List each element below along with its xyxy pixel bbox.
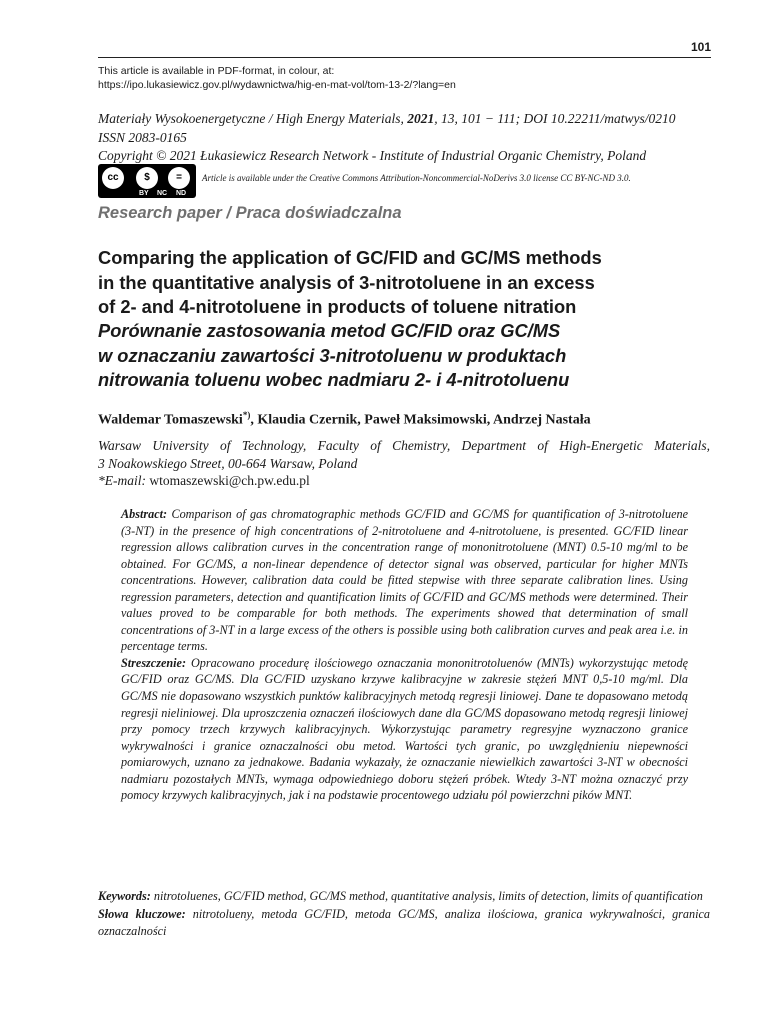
slowa-kluczowe-paragraph xyxy=(98,906,710,941)
abstract-text: Comparison of gas chromatographic methods GC/FID and GC/MS for quantification of 3-nitrotoluene (3-NT) in the presence of high concentrations of 2-nitrotoluene and 4-nitrotoluene, is presented. GC/FID linear regression allows calibration curves in the concentration range of mononitrotoluene (MNT) 0.5-10 mg/ml to be obtained. For GC/MS, a non-linear dependence of detector signal was observed, particular for higher MNTs concentrations. However, calibration data could be fitted stepwise with three separate calibration lines. Using regression parameters, detection and quantification limits of GC/FID and GC/MS methods were determined. Their values proved to be comparable for both methods. The experiments showed that determination of small concentrations of 3-NT in a large excess of the others is possible using both calibration curves and peak area i.e. in percentage terms. xyxy=(121,507,688,654)
header-rule xyxy=(98,57,711,58)
noncommercial-icon: $ xyxy=(136,167,158,189)
badge-by-label: BY xyxy=(139,190,149,197)
journal-issn: ISSN 2083-0165 xyxy=(98,129,187,145)
badge-nd-label: ND xyxy=(176,190,187,197)
keywords-block xyxy=(98,888,710,941)
cc-logo-icon: cc xyxy=(102,167,124,189)
slowa-kluczowe-text: nitrotolueny, metoda GC/FID, metoda GC/MS, analiza ilościowa, granica wykrywalności, granica oznaczalności xyxy=(98,906,710,938)
keywords-paragraph xyxy=(98,888,710,906)
title-line: nitrowania toluenu wobec nadmiaru 2- i 4-nitrotoluenu xyxy=(98,369,570,390)
journal-metadata xyxy=(98,110,718,166)
title-polish xyxy=(98,319,718,393)
page-number: 101 xyxy=(690,40,711,54)
abstract-block xyxy=(121,506,688,804)
abstract-paragraph xyxy=(121,506,688,655)
email-label: *E-mail: xyxy=(98,473,150,488)
title-english xyxy=(98,246,718,320)
journal-name: Materiały Wysokoenergetyczne / High Energy Materials, xyxy=(98,111,408,126)
keywords-text: nitrotoluenes, GC/FID method, GC/MS method, quantitative analysis, limits of detection, limits of quantification xyxy=(150,889,703,903)
affiliation-address: 3 Noakowskiego Street, 00-664 Warsaw, Poland xyxy=(98,456,358,471)
availability-note xyxy=(98,65,456,92)
availability-text: This article is available in PDF-format, in colour, at: xyxy=(98,65,335,77)
badge-nc-label: NC xyxy=(157,190,168,197)
affiliation-line: Warsaw University of Technology, Faculty of Chemistry, Department of High-Energetic Materials, xyxy=(98,438,710,453)
title-line: w oznaczaniu zawartości 3-nitrotoluenu w produktach xyxy=(98,344,567,366)
affiliation xyxy=(98,437,710,473)
keywords-label: Keywords: xyxy=(98,889,151,903)
cc-by-nc-nd-badge-icon[interactable] xyxy=(98,164,196,198)
authors xyxy=(98,410,718,429)
streszczenie-paragraph xyxy=(121,655,688,804)
streszczenie-label: Streszczenie: xyxy=(121,655,186,670)
slowa-kluczowe-label: Słowa kluczowe: xyxy=(98,906,186,921)
title-line: of 2- and 4-nitrotoluene in products of toluene nitration xyxy=(98,296,577,317)
corresponding-mark: *) xyxy=(242,410,251,420)
abstract-label: Abstract: xyxy=(121,507,168,521)
streszczenie-text: Opracowano procedurę ilościowego oznaczania mononitrotoluenów (MNTs) wykorzystując metodę GC/FID oraz GC/MS. Dla GC/FID uzyskano krzywe kalibracyjne w zakresie stężeń MNT 0,5-10 mg/ml. Dla GC/MS nie dopasowano wszystkich punktów kalibracyjnych metodą regresji liniowej. Dane te dopasowano metodą regresji nieliniowej. Dla uproszczenia oznaczeń ilościowych dane dla GC/MS dopasowano metodą regresji liniowej przy pomocy trzech krzywych kalibracyjnych. Wykorzystując parametry regresyjne wyznaczono granice wykrywalności i granice oznaczalności obu metod. Wartości tych granic, po uwzględnieniu niepewności pomiarowych, uznano za jednakowe. Badania wykazały, że oznaczanie niewielkich zawartości 3-NT w obecności nadmiaru pozostałych MNTs, wymaga odpowiedniego doboru stężeń próbek. Wtedy 3-NT można oznaczyć przy pomocy krzywych kalibracyjnych, jak i na podstawie procentowego udziału pól powierzchni pików MNT. xyxy=(121,655,688,803)
title-line: in the quantitative analysis of 3-nitrotoluene in an excess xyxy=(98,271,595,293)
email-address[interactable]: wtomaszewski@ch.pw.edu.pl xyxy=(149,473,310,488)
author-corresponding: Waldemar Tomaszewski xyxy=(98,412,243,428)
journal-volume-doi: , 13, 101 − 111; DOI 10.22211/matwys/0210 xyxy=(434,111,676,126)
journal-year: 2021 xyxy=(407,111,435,126)
paper-type: Research paper / Praca doświadczalna xyxy=(98,204,402,222)
author-list: , Klaudia Czernik, Paweł Maksimowski, Andrzej Nastała xyxy=(250,412,591,428)
title-line: Porównanie zastosowania metod GC/FID oraz GC/MS xyxy=(98,320,561,341)
noderivs-icon: = xyxy=(168,167,190,189)
license-text: Article is available under the Creative Commons Attribution-Noncommercial-NoDerivs 3.0 license CC BY-NC-ND 3.0. xyxy=(202,173,631,183)
availability-url[interactable]: https://ipo.lukasiewicz.gov.pl/wydawnictwa/hig-en-mat-vol/tom-13-2/?lang=en xyxy=(98,78,456,91)
journal-copyright: Copyright © 2021 Łukasiewicz Research Network - Institute of Industrial Organic Chemistry, Poland xyxy=(98,148,647,163)
title-line: Comparing the application of GC/FID and GC/MS methods xyxy=(98,247,602,268)
journal-citation xyxy=(98,110,718,129)
email-line xyxy=(98,473,310,489)
